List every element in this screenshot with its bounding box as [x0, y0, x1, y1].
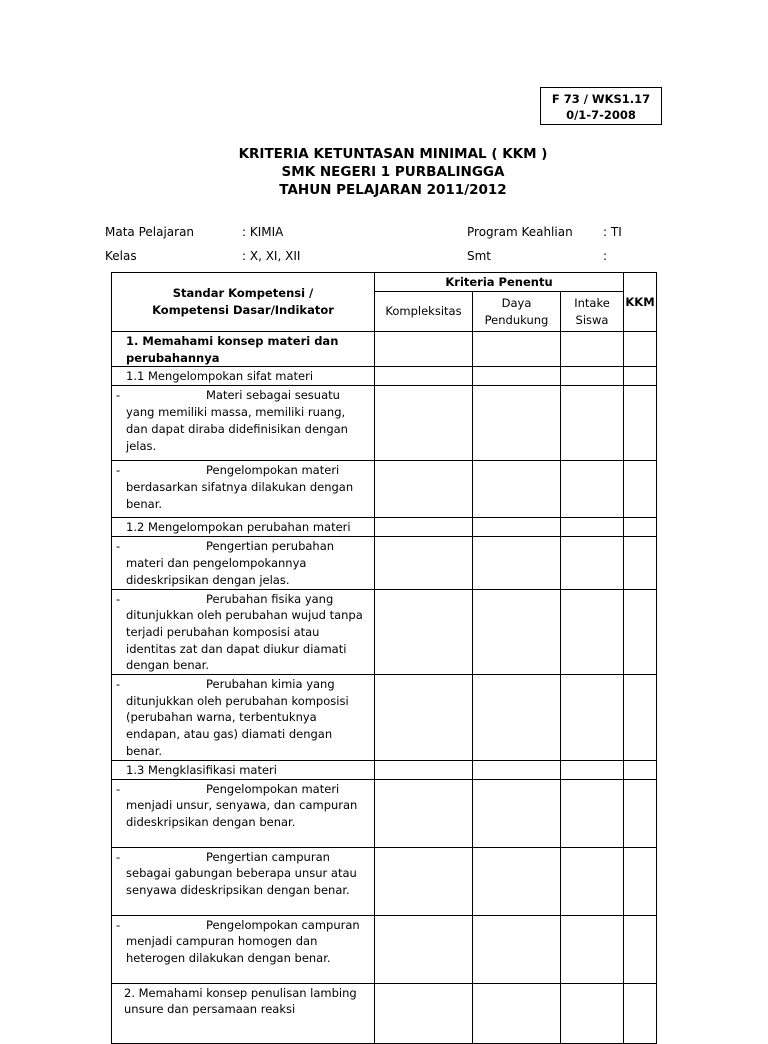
document-title — [0, 145, 768, 199]
form-code-line2: 0/1-7-2008 — [566, 108, 636, 122]
row-dash: - — [116, 539, 121, 554]
table-row — [112, 367, 657, 386]
smt-label: Smt — [467, 249, 492, 263]
form-code-box — [540, 87, 662, 125]
header-daya-pendukung — [473, 292, 561, 332]
header-kriteria-penentu: Kriteria Penentu — [375, 273, 624, 292]
table-row — [112, 461, 657, 518]
mapel-value: : KIMIA — [242, 225, 284, 239]
row-dash: - — [116, 591, 121, 606]
header-intake-line1: Intake — [574, 295, 610, 310]
row-dash: - — [116, 849, 121, 864]
row-cell — [112, 779, 375, 847]
row-text: 1. Memahami konsep materi dan perubahannya — [112, 332, 375, 367]
row-cell — [112, 461, 375, 518]
row-text: 2. Memahami konsep penulisan lambing unsure dan persamaan reaksi — [112, 983, 375, 1043]
header-kkm: KKM — [624, 273, 657, 332]
row-text: 1.2 Mengelompokan perubahan materi — [112, 518, 375, 537]
kkm-table — [111, 272, 657, 1044]
row-cell — [112, 537, 375, 589]
smt-value: : — [603, 249, 608, 263]
row-cell — [112, 675, 375, 761]
row-dash: - — [116, 677, 121, 692]
table-row — [112, 915, 657, 983]
table-row — [112, 332, 657, 367]
row-text: Materi sebagai sesuatu yang memiliki massa, memiliki ruang, dan dapat diraba didefinisikan dengan jelas. — [126, 388, 348, 453]
header-sk-line1: Standar Kompetensi / — [172, 286, 314, 301]
form-code-line1: F 73 / WKS1.17 — [551, 92, 651, 106]
row-cell — [112, 386, 375, 461]
program-label: Program Keahlian — [467, 225, 573, 239]
table-row — [112, 537, 657, 589]
row-dash: - — [116, 917, 121, 932]
table-row — [112, 589, 657, 675]
row-text: Pengelompokan materi menjadi unsur, senyawa, dan campuran dideskripsikan dengan benar. — [126, 781, 358, 830]
row-cell — [112, 847, 375, 915]
row-text: Pengertian perubahan materi dan pengelompokannya dideskripsikan dengan jelas. — [126, 539, 335, 587]
table-row — [112, 983, 657, 1043]
table-row — [112, 847, 657, 915]
row-text: Perubahan fisika yang ditunjukkan oleh perubahan wujud tanpa terjadi perubahan komposisi atau identitas zat dan dapat diukur diamati dengan benar. — [126, 591, 363, 673]
row-text: 1.1 Mengelompokan sifat materi — [112, 367, 375, 386]
table-row — [112, 675, 657, 761]
header-intake-line2: Siswa — [575, 312, 609, 327]
row-cell — [112, 915, 375, 983]
row-text: Perubahan kimia yang ditunjukkan oleh perubahan komposisi (perubahan warna, terbentuknya endapan, atau gas) diamati dengan benar. — [126, 677, 349, 758]
row-dash: - — [116, 388, 121, 403]
row-text: 1.3 Mengklasifikasi materi — [112, 760, 375, 779]
kelas-label: Kelas — [105, 249, 137, 263]
title-line2: SMK NEGERI 1 PURBALINGGA — [281, 164, 505, 180]
title-line3: TAHUN PELAJARAN 2011/2012 — [279, 182, 507, 198]
program-value: : TI — [603, 225, 622, 239]
row-dash: - — [116, 463, 121, 478]
table-row — [112, 779, 657, 847]
table-row — [112, 518, 657, 537]
header-standar-kompetensi — [112, 273, 375, 332]
row-dash: - — [116, 781, 121, 796]
kelas-value: : X, XI, XII — [242, 249, 301, 263]
header-daya-line1: Daya — [501, 295, 532, 310]
row-text: Pengelompokan campuran menjadi campuran homogen dan heterogen dilakukan dengan benar. — [126, 917, 360, 966]
mapel-label: Mata Pelajaran — [105, 225, 195, 239]
header-daya-line2: Pendukung — [484, 312, 549, 327]
row-text: Pengelompokan materi berdasarkan sifatnya dilakukan dengan benar. — [126, 463, 354, 511]
header-kompleksitas: Kompleksitas — [375, 292, 473, 332]
table-row — [112, 760, 657, 779]
header-sk-line2: Kompetensi Dasar/Indikator — [152, 303, 334, 317]
header-intake-siswa — [561, 292, 624, 332]
row-cell — [112, 589, 375, 675]
row-text: Pengertian campuran sebagai gabungan beberapa unsur atau senyawa dideskripsikan dengan benar. — [126, 849, 357, 898]
title-line1: KRITERIA KETUNTASAN MINIMAL ( KKM ) — [238, 146, 548, 162]
table-row — [112, 386, 657, 461]
